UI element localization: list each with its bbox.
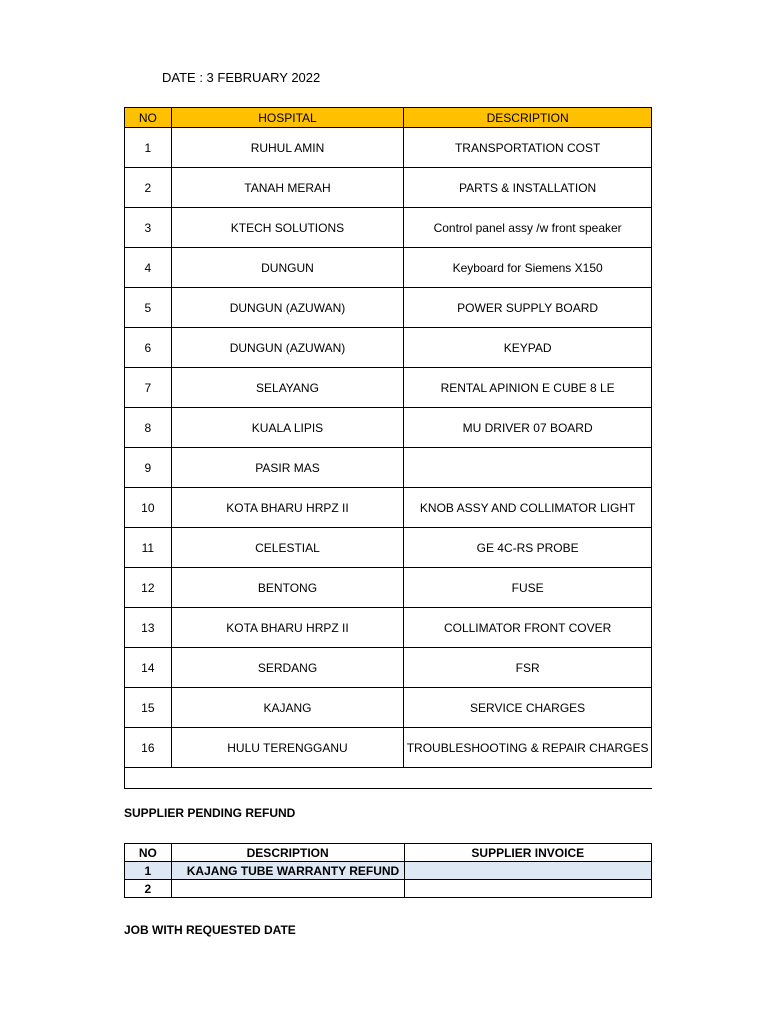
table-row xyxy=(125,568,652,608)
table-row xyxy=(125,488,652,528)
cell-description: TROUBLESHOOTING & REPAIR CHARGES xyxy=(404,728,652,768)
cell-no: 1 xyxy=(125,862,172,880)
cell-hospital: BENTONG xyxy=(171,568,404,608)
cell-hospital: CELESTIAL xyxy=(171,528,404,568)
cell-supplier-invoice xyxy=(404,880,651,898)
table-row xyxy=(125,448,652,488)
table-blank-row xyxy=(125,768,652,789)
cell-hospital: DUNGUN (AZUWAN) xyxy=(171,328,404,368)
table-row xyxy=(125,208,652,248)
table-row xyxy=(125,880,652,898)
cell-hospital: RUHUL AMIN xyxy=(171,128,404,168)
cell-no: 10 xyxy=(125,488,172,528)
cell-description: FUSE xyxy=(404,568,652,608)
cell-description: POWER SUPPLY BOARD xyxy=(404,288,652,328)
table-row xyxy=(125,408,652,448)
cell-description: MU DRIVER 07 BOARD xyxy=(404,408,652,448)
header-no: NO xyxy=(125,108,172,128)
cell-hospital: HULU TERENGGANU xyxy=(171,728,404,768)
cell-hospital: DUNGUN (AZUWAN) xyxy=(171,288,404,328)
cell-no: 2 xyxy=(125,168,172,208)
cell-description: PARTS & INSTALLATION xyxy=(404,168,652,208)
cell-description: SERVICE CHARGES xyxy=(404,688,652,728)
supplier-section-title: SUPPLIER PENDING REFUND xyxy=(124,806,296,820)
cell-no: 8 xyxy=(125,408,172,448)
cell-hospital: KTECH SOLUTIONS xyxy=(171,208,404,248)
table-header-row xyxy=(125,108,652,128)
cell-hospital: KUALA LIPIS xyxy=(171,408,404,448)
header-description: DESCRIPTION xyxy=(404,108,652,128)
header-no: NO xyxy=(125,844,172,862)
cell-no: 16 xyxy=(125,728,172,768)
cell-description: KAJANG TUBE WARRANTY REFUND xyxy=(171,862,404,880)
table-row xyxy=(125,288,652,328)
cell-description: GE 4C-RS PROBE xyxy=(404,528,652,568)
table-row xyxy=(125,862,652,880)
cell-description: COLLIMATOR FRONT COVER xyxy=(404,608,652,648)
cell-description: Control panel assy /w front speaker xyxy=(404,208,652,248)
cell-description: KEYPAD xyxy=(404,328,652,368)
cell-no: 5 xyxy=(125,288,172,328)
cell-no: 11 xyxy=(125,528,172,568)
header-hospital: HOSPITAL xyxy=(171,108,404,128)
cell-hospital: KAJANG xyxy=(171,688,404,728)
table-row xyxy=(125,128,652,168)
table-row xyxy=(125,728,652,768)
cell-description xyxy=(404,448,652,488)
cell-no: 7 xyxy=(125,368,172,408)
cell-no: 9 xyxy=(125,448,172,488)
table-row xyxy=(125,168,652,208)
table-row xyxy=(125,328,652,368)
header-supplier-invoice: SUPPLIER INVOICE xyxy=(404,844,651,862)
cell-no: 3 xyxy=(125,208,172,248)
table-row xyxy=(125,528,652,568)
cell-hospital: TANAH MERAH xyxy=(171,168,404,208)
cell-hospital: DUNGUN xyxy=(171,248,404,288)
supplier-refund-table xyxy=(124,843,652,898)
cell-description: TRANSPORTATION COST xyxy=(404,128,652,168)
cell-no: 15 xyxy=(125,688,172,728)
cell-description: RENTAL APINION E CUBE 8 LE xyxy=(404,368,652,408)
cell-no: 4 xyxy=(125,248,172,288)
cell-description: FSR xyxy=(404,648,652,688)
cell-description: KNOB ASSY AND COLLIMATOR LIGHT xyxy=(404,488,652,528)
cell-no: 2 xyxy=(125,880,172,898)
cell-description: Keyboard for Siemens X150 xyxy=(404,248,652,288)
blank-cell xyxy=(125,768,652,789)
document-date: DATE : 3 FEBRUARY 2022 xyxy=(162,70,321,85)
cell-no: 1 xyxy=(125,128,172,168)
table-body xyxy=(125,128,652,768)
table-row xyxy=(125,608,652,648)
table-header-row xyxy=(125,844,652,862)
table-row xyxy=(125,688,652,728)
cell-description xyxy=(171,880,404,898)
header-description: DESCRIPTION xyxy=(171,844,404,862)
cell-hospital: KOTA BHARU HRPZ II xyxy=(171,608,404,648)
cell-hospital: SELAYANG xyxy=(171,368,404,408)
cell-supplier-invoice xyxy=(404,862,651,880)
cell-no: 12 xyxy=(125,568,172,608)
cell-hospital: SERDANG xyxy=(171,648,404,688)
table-body xyxy=(125,862,652,898)
cell-hospital: PASIR MAS xyxy=(171,448,404,488)
job-section-title: JOB WITH REQUESTED DATE xyxy=(124,923,296,937)
table-row xyxy=(125,248,652,288)
cell-no: 14 xyxy=(125,648,172,688)
table-row xyxy=(125,648,652,688)
cell-no: 6 xyxy=(125,328,172,368)
cell-hospital: KOTA BHARU HRPZ II xyxy=(171,488,404,528)
hospital-jobs-table xyxy=(124,107,652,789)
table-row xyxy=(125,368,652,408)
cell-no: 13 xyxy=(125,608,172,648)
